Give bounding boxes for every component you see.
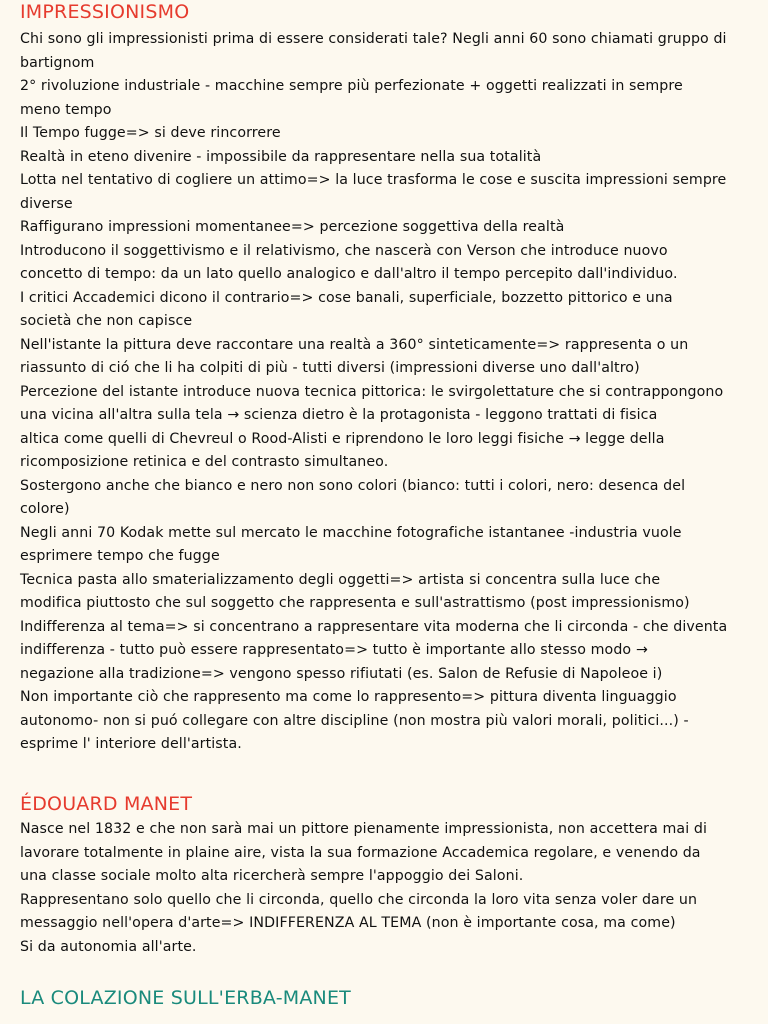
text-line: meno tempo <box>20 101 112 118</box>
text-line: altica come quelli di Chevreul o Rood-Alisti e riprendono le loro leggi fisiche → legge della <box>20 430 665 447</box>
text-line: Negli anni 70 Kodak mette sul mercato le macchine fotografiche istantanee -industria vuole <box>20 524 682 541</box>
text-line: Nell'istante la pittura deve raccontare una realtà a 360° sinteticamente=> rappresenta o un <box>20 336 689 353</box>
text-line: modifica piuttosto che sul soggetto che rappresenta e sull'astrattismo (post impressionismo) <box>20 595 690 611</box>
text-line: concetto di tempo: da un lato quello analogico e dall'altro il tempo percepito dall'individuo. <box>20 266 678 282</box>
text-line: Percezione del istante introduce nuova tecnica pittorica: le svirgolettature che si contrappongono <box>20 383 724 400</box>
text-line: Si da autonomia all'arte. <box>20 938 197 955</box>
text-line: riassunto di ció che li ha colpiti di più - tutti diversi (impressioni diverse uno dall'altro) <box>20 360 640 376</box>
text-line: Rappresentano solo quello che li circonda, quello che circonda la loro vita senza voler dare un <box>20 891 698 908</box>
section-body-manet <box>20 818 707 959</box>
section-title-impressionismo: IMPRESSIONISMO <box>20 1 190 23</box>
text-line: esprime l' interiore dell'artista. <box>20 736 242 752</box>
text-line: Tecnica pasta allo smaterializzamento degli oggetti=> artista si concentra sulla luce che <box>20 571 661 588</box>
text-line: autonomo- non si puó collegare con altre discipline (non mostra più valori morali, politici...) - <box>20 712 689 729</box>
text-line: ricomposizione retinica e del contrasto simultaneo. <box>20 454 389 470</box>
text-line: Non importante ciò che rappresento ma come lo rappresento=> pittura diventa linguaggio <box>20 689 677 705</box>
text-line: 2° rivoluzione industriale - macchine sempre più perfezionate + oggetti realizzati in sempre <box>20 78 683 94</box>
text-line: Lotta nel tentativo di cogliere un attimo=> la luce trasforma le cose e suscita impressioni sempre <box>20 172 727 188</box>
section-title-manet: ÉDOUARD MANET <box>20 793 193 815</box>
text-line: negazione alla tradizione=> vengono spesso rifiutati (es. Salon de Refusie di Napoleoe i) <box>20 665 663 682</box>
text-line: Il Tempo fugge=> si deve rincorrere <box>20 125 281 141</box>
text-line: Raffigurano impressioni momentanee=> percezione soggettiva della realtà <box>20 219 565 235</box>
text-line: Realtà in eteno divenire - impossibile da rappresentare nella sua totalità <box>20 148 542 165</box>
text-line: diverse <box>20 195 73 212</box>
text-line: bartignom <box>20 54 95 71</box>
section-title-colazione: LA COLAZIONE SULL'ERBA-MANET <box>20 987 351 1009</box>
text-line: Sostergono anche che bianco e nero non sono colori (bianco: tutti i colori, nero: desenca del <box>20 477 686 494</box>
section-body-impressionismo <box>20 28 727 757</box>
text-line: una classe sociale molto alta ricercherà sempre l'appoggio dei Saloni. <box>20 868 524 884</box>
text-line: una vicina all'altra sulla tela → scienza dietro è la protagonista - leggono trattati di fisica <box>20 407 658 423</box>
text-line: Introducono il soggettivismo e il relativismo, che nascerà con Verson che introduce nuovo <box>20 242 668 259</box>
text-line: lavorare totalmente in plaine aire, vista la sua formazione Accademica regolare, e venendo da <box>20 844 701 861</box>
text-line: I critici Accademici dicono il contrario=> cose banali, superficiale, bozzetto pittorico e una <box>20 289 673 306</box>
text-line: Indifferenza al tema=> si concentrano a rappresentare vita moderna che li circonda - che diventa <box>20 618 728 635</box>
text-line: Nasce nel 1832 e che non sarà mai un pittore pienamente impressionista, non accettera mai di <box>20 821 707 837</box>
text-line: colore) <box>20 501 70 517</box>
text-line: società che non capisce <box>20 313 193 329</box>
text-line: messaggio nell'opera d'arte=> INDIFFERENZA AL TEMA (non è importante cosa, ma come) <box>20 915 676 931</box>
text-line: Chi sono gli impressionisti prima di essere considerati tale? Negli anni 60 sono chiamati gruppo di <box>20 31 727 47</box>
text-line: esprimere tempo che fugge <box>20 548 220 564</box>
text-line: indifferenza - tutto può essere rappresentato=> tutto è importante allo stesso modo → <box>20 642 648 658</box>
